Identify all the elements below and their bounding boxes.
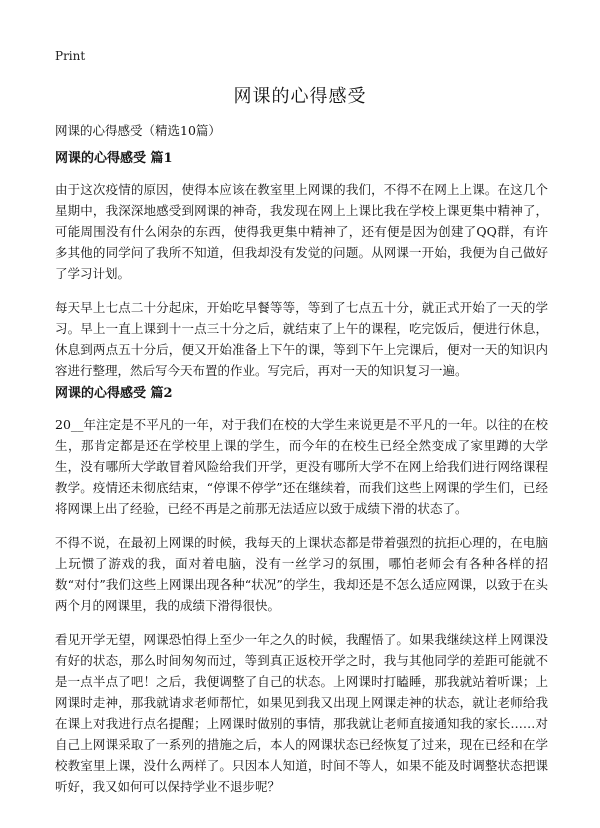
paragraph: 不得不说，在最初上网课的时候，我每天的上课状态都是带着强烈的抗拒心理的，在电脑上玩惯了游戏的我，面对着电脑，没有一丝学习的氛围，哪怕老师会有各种各样的招数“对付”我们这些上网课出现各种“状况”的学生，我却还是不怎么适应网课，以致于在头两个月的网课里，我的成绩下滑得很快。: [55, 535, 548, 613]
section-heading-2: 网课的心得感受 篇2: [55, 386, 173, 401]
print-link[interactable]: Print: [55, 49, 86, 63]
paragraph: 每天早上七点二十分起床，开始吃早餐等等，等到了七点五十分，就正式开始了一天的学习。早上一直上课到十一点三十分之后，就结束了上午的课程，吃完饭后，便进行休息，休息到两点五十分后，便又开始准备上下午的课，等到下午上完课后，便对一天的知识内容进行整理，然后写今天布置的作业。写完后，再对一天的知识复习一遍。: [55, 300, 548, 378]
paragraph: 由于这次疫情的原因，使得本应该在教室里上网课的我们，不得不在网上上课。在这几个星期中，我深深地感受到网课的神奇，我发现在网上上课比我在学校上课更集中精神了，可能周围没有什么闲杂的东西，使得我更集中精神了，还有便是因为创建了QQ群，有许多其他的同学问了我所不知道，但我却没有发觉的问题。从网课一开始，我便为自己做好了学习计划。: [55, 182, 548, 281]
article-section-2: [55, 385, 548, 797]
article-section-1: [55, 150, 548, 381]
paragraph: 20__年注定是不平凡的一年，对于我们在校的大学生来说更是不平凡的一年。以往的在校生，那肯定都是还在学校里上课的学生，而今年的在校生已经全然变成了家里蹲的大学生，没有哪所大学敢冒着风险给我们开学，更没有哪所大学不在网上给我们进行网络课程教学。疫情还未彻底结束，“停课不停学”还在继续着，而我们这些上网课的学生们，已经将网课上出了经验，已经不再是之前那无法适应以致于成绩下滑的状态了。: [55, 417, 548, 516]
section-heading-1: 网课的心得感受 篇1: [55, 151, 173, 166]
page-title: 网课的心得感受: [233, 86, 367, 107]
paragraph: 看见开学无望，网课恐怕得上至少一年之久的时候，我醒悟了。如果我继续这样上网课没有好的状态，那么时间匆匆而过，等到真正返校开学之时，我与其他同学的差距可能就不是一点半点了吧！之后，我便调整了自己的状态。上网课时打瞌睡，那我就站着听课；上网课时走神，那我就请求老师帮忙，如果见到我又出现上网课走神的状态，就让老师给我在课上对我进行点名提醒；上网课时做别的事情，那我就让老师直接通知我的家长……对自己上网课采取了一系列的措施之后，本人的网课状态已经恢复了过来，现在已经和在学校教室里上课，没什么两样了。只因本人知道，时间不等人，如果不能及时调整状态把课听好，我又如何可以保持学业不退步呢？: [55, 632, 548, 794]
page-subtitle: 网课的心得感受（精选10篇）: [55, 123, 221, 138]
